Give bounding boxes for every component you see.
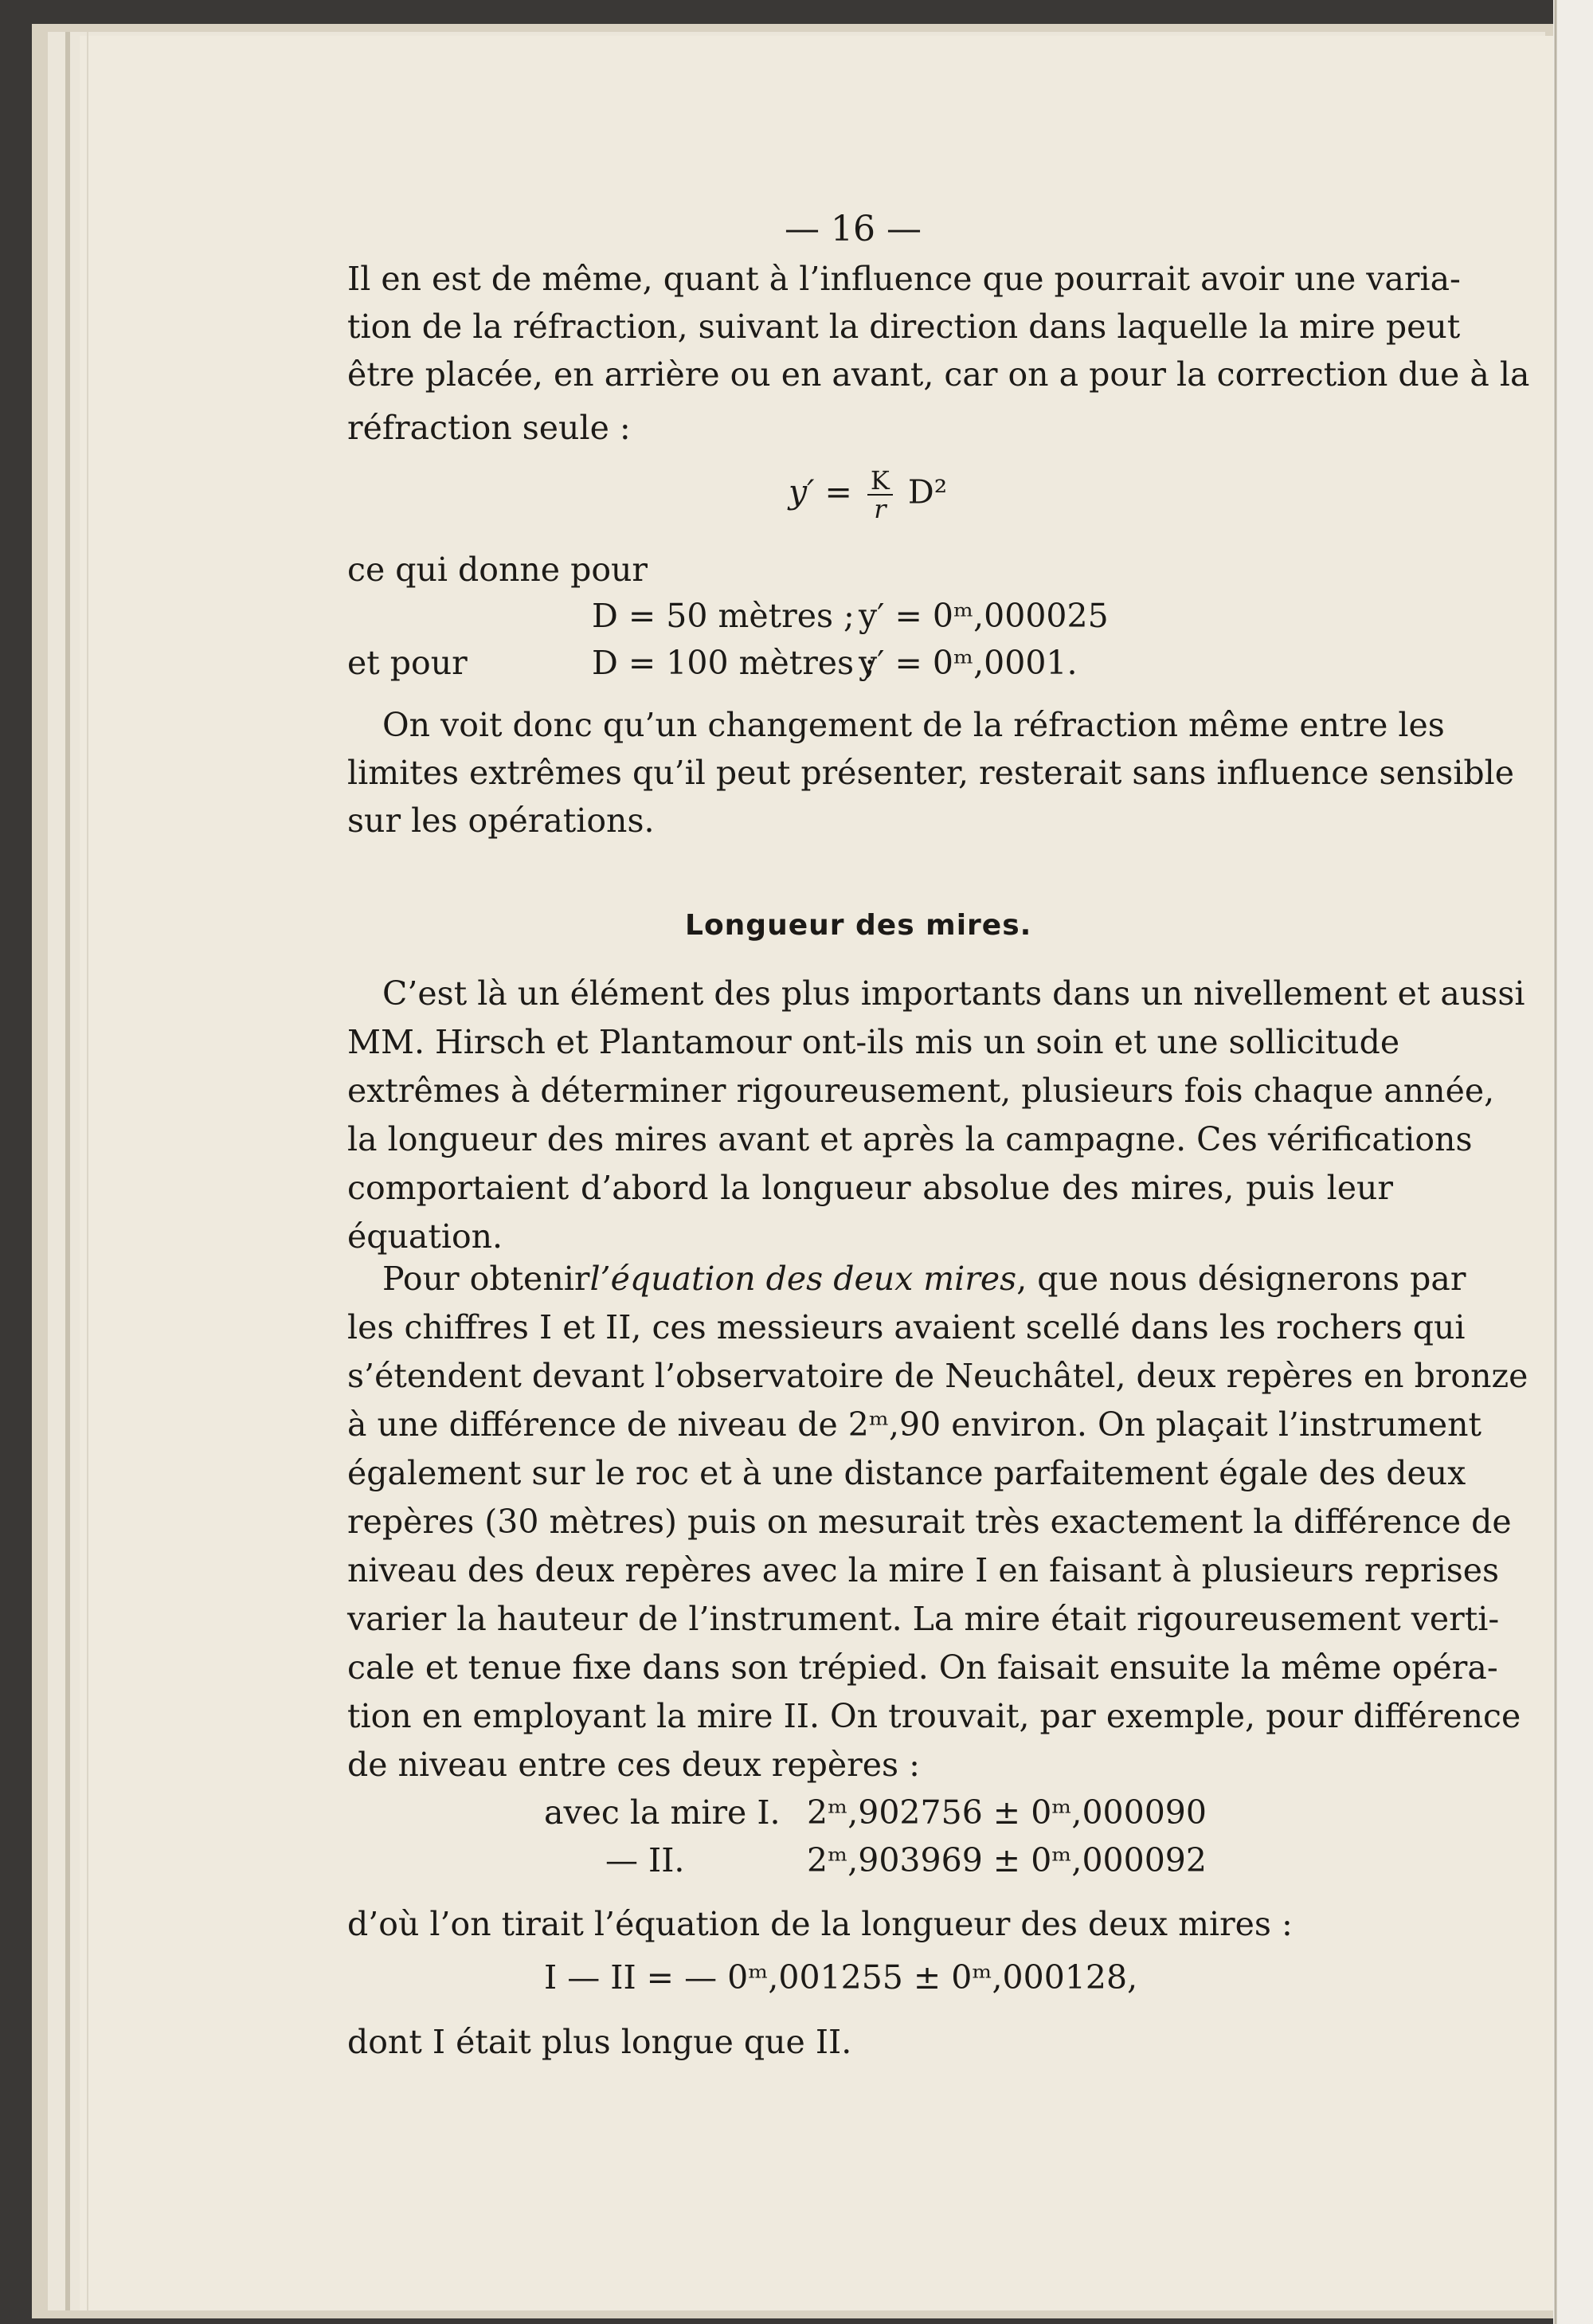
- formula-rhs: D²: [907, 472, 948, 511]
- text-run: , que nous désignerons par: [1016, 1260, 1466, 1298]
- case-label: et pour: [347, 644, 468, 682]
- paragraph-line: à une différence de niveau de 2ᵐ,90 environ. On plaçait l’instrument: [347, 1405, 1482, 1444]
- paragraph-line: MM. Hirsch et Plantamour ont-ils mis un soin et une sollicitude: [347, 1023, 1400, 1061]
- paragraph-line: équation.: [347, 1217, 503, 1256]
- page-number: — 16 —: [785, 209, 922, 249]
- paragraph-line: dont I était plus longue que II.: [347, 2023, 852, 2061]
- italic-text: l’équation des deux mires: [589, 1260, 1017, 1298]
- paragraph-line: [382, 1255, 1466, 1303]
- refraction-formula: [789, 467, 947, 523]
- paragraph-line: tion de la réfraction, suivant la direction dans laquelle la mire peut: [347, 308, 1461, 346]
- paragraph-line: d’où l’on tirait l’équation de la longueur des deux mires :: [347, 1905, 1293, 1943]
- paragraph-line: tion en employant la mire II. On trouvait, par exemple, pour différence: [347, 1697, 1521, 1735]
- formula-fraction: [867, 467, 893, 523]
- paragraph-line: réfraction seule :: [347, 409, 631, 447]
- paragraph-line: cale et tenue fixe dans son trépied. On faisait ensuite la même opéra-: [347, 1648, 1498, 1687]
- paragraph-line: la longueur des mires avant et après la campagne. Ces vérifications: [347, 1120, 1473, 1158]
- measurement-value: 2ᵐ,902756 ± 0ᵐ,000090: [807, 1793, 1207, 1832]
- case-d100-lhs: D = 100 mètres ;: [592, 644, 875, 682]
- section-heading: Longueur des mires.: [685, 909, 1032, 942]
- paragraph-line: sur les opérations.: [347, 801, 655, 840]
- paragraph-line: de niveau entre ces deux repères :: [347, 1746, 920, 1784]
- paragraph-line: ce qui donne pour: [347, 551, 648, 589]
- text-run: Pour obtenir: [382, 1260, 590, 1298]
- case-d50-rhs: y′ = 0ᵐ,000025: [859, 597, 1109, 635]
- paragraph-line: varier la hauteur de l’instrument. La mire était rigoureusement verti-: [347, 1600, 1500, 1638]
- formula-lhs: y′ =: [789, 472, 852, 511]
- fraction-denominator: r: [874, 494, 887, 524]
- measurement-label: — II.: [605, 1841, 685, 1879]
- paragraph-line: extrêmes à déterminer rigoureusement, plusieurs fois chaque année,: [347, 1072, 1495, 1110]
- paragraph-line: s’étendent devant l’observatoire de Neuchâtel, deux repères en bronze: [347, 1357, 1528, 1395]
- paragraph-line: également sur le roc et à une distance parfaitement égale des deux: [347, 1454, 1466, 1492]
- paragraph-line: Il en est de même, quant à l’influence que pourrait avoir une varia-: [347, 260, 1461, 298]
- case-d100-rhs: y′ = 0ᵐ,0001.: [859, 644, 1078, 682]
- paragraph-line: les chiffres I et II, ces messieurs avaient scellé dans les rochers qui: [347, 1308, 1466, 1346]
- case-d50-lhs: D = 50 mètres ;: [592, 597, 855, 635]
- measurement-label: avec la mire I.: [544, 1793, 781, 1832]
- paragraph-line: On voit donc qu’un changement de la réfraction même entre les: [382, 706, 1445, 744]
- paragraph-line: C’est là un élément des plus importants dans un nivellement et aussi: [382, 974, 1525, 1013]
- paragraph-line: limites extrêmes qu’il peut présenter, resterait sans influence sensible: [347, 754, 1515, 792]
- equation-line: I — II = — 0ᵐ,001255 ± 0ᵐ,000128,: [544, 1958, 1138, 1997]
- paragraph-line: être placée, en arrière ou en avant, car on a pour la correction due à la: [347, 355, 1530, 394]
- paragraph-line: niveau des deux repères avec la mire I en faisant à plusieurs reprises: [347, 1551, 1500, 1589]
- fraction-numerator: K: [867, 467, 893, 496]
- measurement-value: 2ᵐ,903969 ± 0ᵐ,000092: [807, 1841, 1207, 1879]
- paragraph-line: comportaient d’abord la longueur absolue des mires, puis leur: [347, 1169, 1393, 1207]
- paragraph-line: repères (30 mètres) puis on mesurait très exactement la différence de: [347, 1503, 1512, 1541]
